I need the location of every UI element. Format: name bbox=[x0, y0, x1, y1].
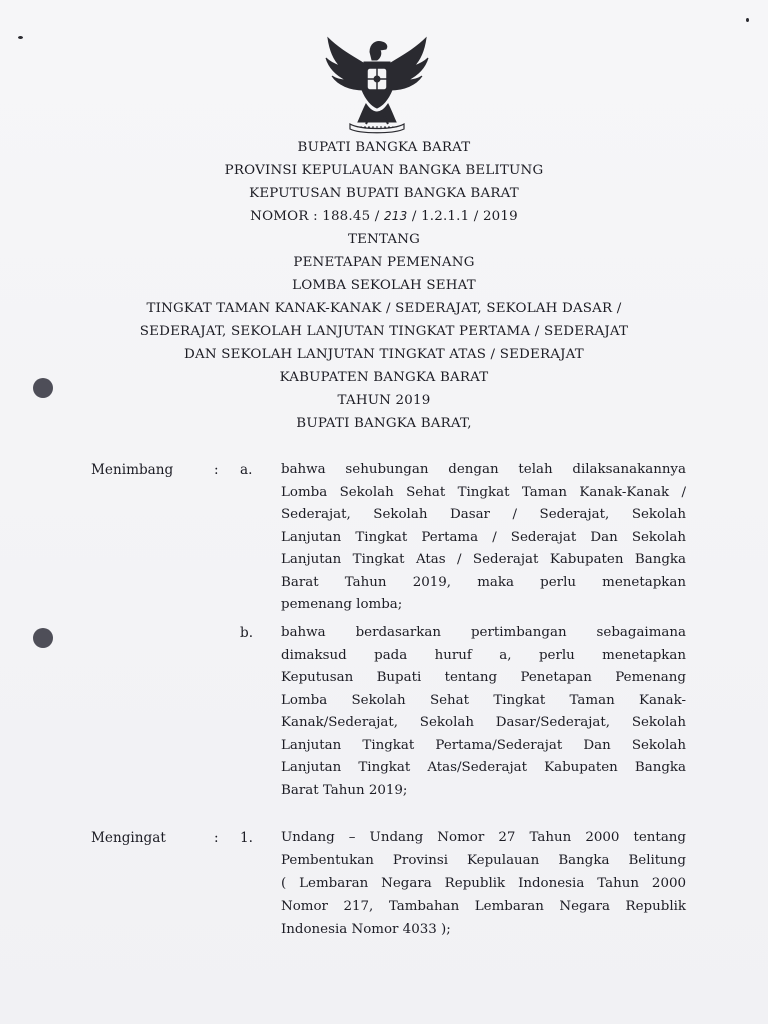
text-line: ( Lembaran Negara Republik Indonesia Tahun 2000 bbox=[281, 876, 686, 891]
header-year: TAHUN 2019 bbox=[337, 393, 431, 408]
text-line: pemenang lomba; bbox=[281, 597, 403, 612]
text-line: Indonesia Nomor 4033 ); bbox=[281, 922, 451, 937]
mengingat-label: Mengingat bbox=[91, 830, 166, 846]
header-level-3: DAN SEKOLAH LANJUTAN TINGKAT ATAS / SEDERAJAT bbox=[184, 347, 584, 362]
text-line: Keputusan Bupati tentang Penetapan Pemenang bbox=[281, 670, 686, 685]
text-line: Barat Tahun 2019; bbox=[281, 782, 408, 798]
garuda-emblem-icon bbox=[320, 30, 434, 134]
text-line: Lanjutan Tingkat Pertama/Sederajat Dan Sekolah bbox=[281, 737, 686, 753]
text-line: Lomba Sekolah Sehat Tingkat Taman Kanak- bbox=[281, 692, 686, 708]
text-line: bahwa berdasarkan pertimbangan sebagaimana bbox=[281, 625, 686, 640]
text-line: Kanak/Sederajat, Sekolah Dasar/Sederajat, Sekolah bbox=[281, 715, 686, 730]
text-line: Lomba Sekolah Sehat Tingkat Taman Kanak-Kanak / bbox=[281, 484, 686, 500]
text-line: Lanjutan Tingkat Atas / Sederajat Kabupaten Bangka bbox=[281, 552, 686, 567]
header-regent: BUPATI BANGKA BARAT bbox=[297, 140, 471, 155]
text-line: Pembentukan Provinsi Kepulauan Bangka Belitung bbox=[281, 853, 686, 868]
header-level-2: SEDERAJAT, SEKOLAH LANJUTAN TINGKAT PERTAMA / SEDERAJAT bbox=[139, 324, 629, 339]
header-level-1: TINGKAT TAMAN KANAK-KANAK / SEDERAJAT, SEKOLAH DASAR / bbox=[146, 301, 622, 316]
text-line: Lanjutan Tingkat Pertama / Sederajat Dan Sekolah bbox=[281, 529, 686, 545]
header-competition: LOMBA SEKOLAH SEHAT bbox=[292, 278, 476, 293]
text-line: bahwa sehubungan dengan telah dilaksanakannya bbox=[281, 462, 686, 477]
number-handwritten: 213 bbox=[383, 209, 408, 223]
mengingat-item-1-marker: 1. bbox=[240, 830, 253, 846]
text-line: dimaksud pada huruf a, perlu menetapkan bbox=[281, 647, 686, 663]
text-line: Barat Tahun 2019, maka perlu menetapkan bbox=[281, 574, 686, 590]
menimbang-item-b-marker: b. bbox=[240, 625, 254, 641]
number-prefix: NOMOR : 188.45 / bbox=[250, 209, 384, 224]
menimbang-label: Menimbang bbox=[91, 462, 174, 478]
header-determination: PENETAPAN PEMENANG bbox=[293, 255, 475, 270]
text-line: Lanjutan Tingkat Atas/Sederajat Kabupaten Bangka bbox=[281, 760, 686, 775]
scan-speck bbox=[18, 36, 23, 39]
header-regency: KABUPATEN BANGKA BARAT bbox=[279, 370, 489, 385]
punch-hole-icon bbox=[33, 628, 53, 648]
header-about: TENTANG bbox=[347, 232, 421, 247]
scan-speck bbox=[746, 18, 749, 22]
mengingat-colon: : bbox=[214, 830, 219, 846]
punch-hole-icon bbox=[33, 378, 53, 398]
menimbang-item-a-marker: a. bbox=[240, 462, 253, 478]
text-line: Undang – Undang Nomor 27 Tahun 2000 tentang bbox=[281, 830, 686, 845]
text-line: Sederajat, Sekolah Dasar / Sederajat, Sekolah bbox=[281, 507, 686, 522]
text-line: Nomor 217, Tambahan Lembaran Negara Republik bbox=[281, 899, 686, 914]
header-decree: KEPUTUSAN BUPATI BANGKA BARAT bbox=[249, 186, 519, 201]
header-signatory: BUPATI BANGKA BARAT, bbox=[296, 416, 472, 431]
header-number bbox=[0, 209, 768, 224]
number-suffix: / 1.2.1.1 / 2019 bbox=[407, 209, 518, 224]
menimbang-colon: : bbox=[214, 462, 219, 478]
header-province: PROVINSI KEPULAUAN BANGKA BELITUNG bbox=[224, 163, 544, 178]
